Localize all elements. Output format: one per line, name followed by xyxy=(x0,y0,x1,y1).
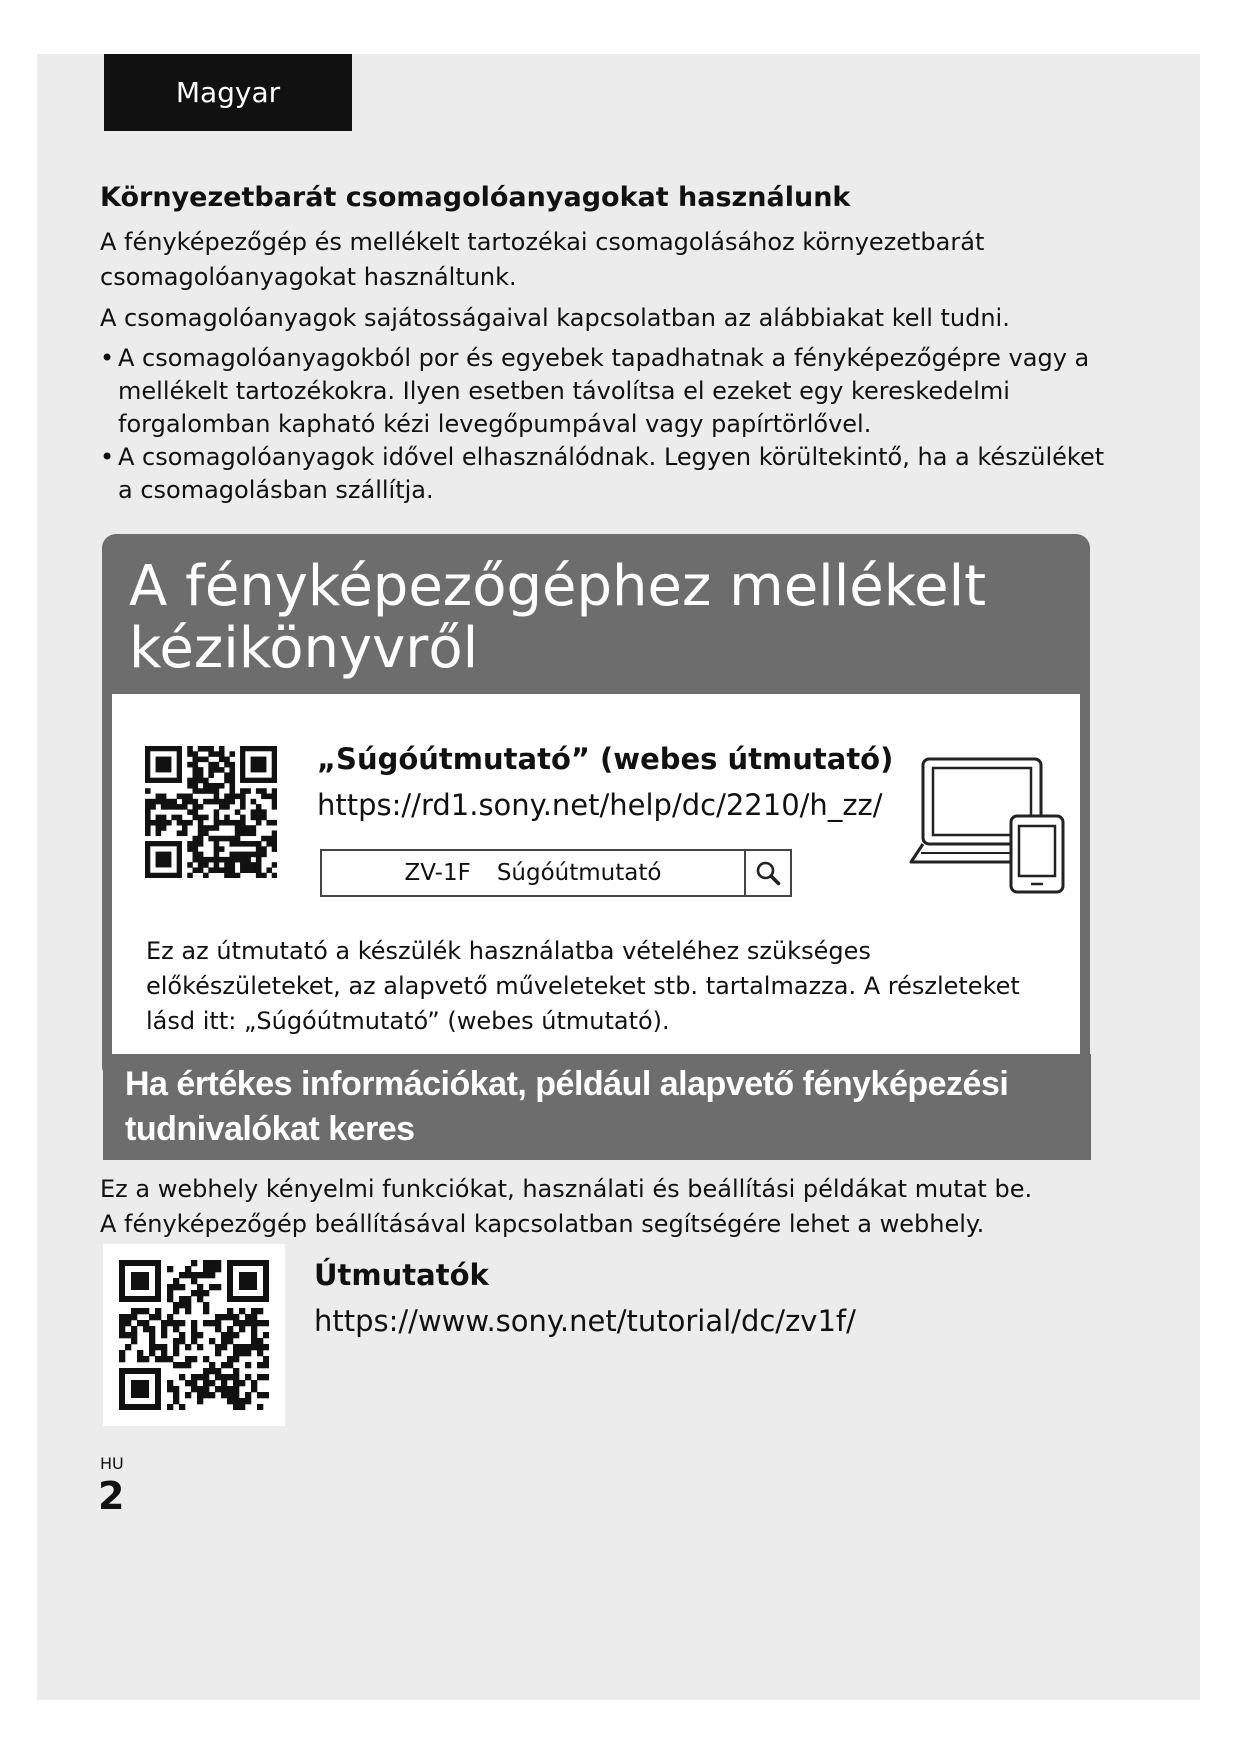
info-line-1: Ez a webhely kényelmi funkciókat, használati és beállítási példákat mutat be. xyxy=(100,1175,1033,1203)
manual-box-content xyxy=(112,694,1080,1068)
tutorial-url[interactable]: https://www.sony.net/tutorial/dc/zv1f/ xyxy=(314,1304,856,1338)
search-term: Súgóútmutató xyxy=(496,860,662,886)
info-heading: Ha értékes információkat, például alapvető fényképezési tudnivalókat keres xyxy=(125,1065,1009,1148)
info-line-2: A fényképezőgép beállításával kapcsolatban segítségére lehet a webhely. xyxy=(100,1210,985,1238)
page-number: 2 xyxy=(98,1474,125,1518)
search-icon[interactable] xyxy=(744,851,790,895)
manual-info-box xyxy=(102,534,1090,1080)
eco-heading: Környezetbarát csomagolóanyagokat használunk xyxy=(100,182,851,213)
search-model: ZV-1F xyxy=(404,860,471,886)
page-language-code: HU xyxy=(100,1454,124,1473)
qr-code-icon xyxy=(119,1260,269,1410)
info-section-banner xyxy=(103,1054,1091,1160)
language-tab: Magyar xyxy=(104,54,352,131)
laptop-phone-icon xyxy=(907,754,1067,898)
help-guide-url[interactable]: https://rd1.sony.net/help/dc/2210/h_zz/ xyxy=(317,788,883,822)
tutorial-qr-box xyxy=(103,1244,285,1426)
eco-paragraph-2: A csomagolóanyagok sajátosságaival kapcsolatban az alábbiakat kell tudni. xyxy=(100,304,1010,332)
info-text xyxy=(100,1172,1100,1242)
eco-bullet-2: • A csomagolóanyagok idővel elhasználódnak. Legyen körültekintő, ha a készüléket a csomagolásban szállítja. xyxy=(100,443,1105,504)
search-box[interactable] xyxy=(320,849,792,897)
eco-bullet-1: • A csomagolóanyagokból por és egyebek tapadhatnak a fényképezőgépre vagy a mellékelt tartozékokra. Ilyen esetben távolítsa el ezeket egy kereskedelmi forgalomban kapható kézi levegőpumpával vagy papírtörlővel. xyxy=(100,344,1090,438)
eco-bullet-list xyxy=(100,342,1120,507)
qr-code-icon xyxy=(145,746,277,878)
help-guide-title: „Súgóútmutató” (webes útmutató) xyxy=(317,742,894,776)
manual-box-title: A fényképezőgéphez mellékelt kézikönyvről xyxy=(129,554,987,681)
search-box-text xyxy=(322,851,744,895)
tutorial-title: Útmutatók xyxy=(314,1258,489,1292)
manual-page xyxy=(37,54,1200,1700)
help-guide-description: Ez az útmutató a készülék használatba vételéhez szükséges előkészületeket, az alapvető műveleteket stb. tartalmazza. A részleteket lásd itt: „Súgóútmutató” (webes útmutató). xyxy=(146,937,1020,1035)
eco-packaging-section xyxy=(100,182,1120,507)
eco-paragraph-1: A fényképezőgép és mellékelt tartozékai csomagolásához környezetbarát csomagolóanyagokat használtunk. xyxy=(100,228,985,291)
